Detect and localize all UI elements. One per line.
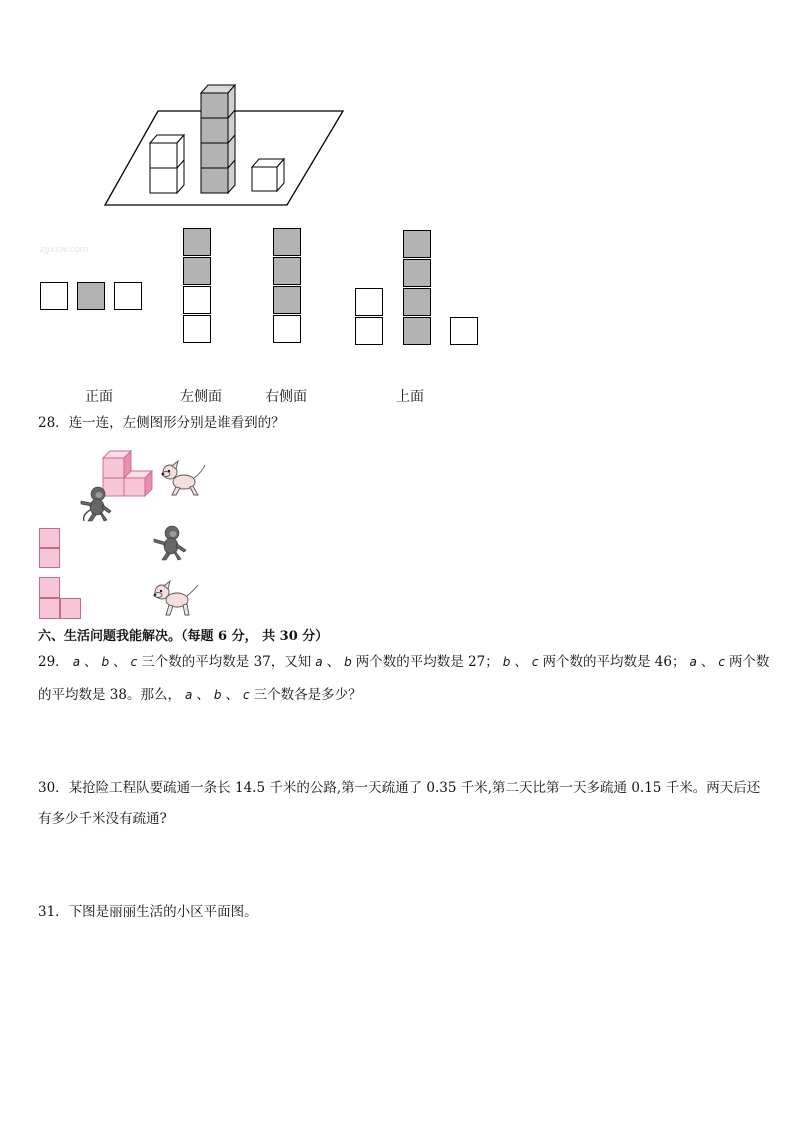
question-text: 某抢险工程队要疏通一条长 14.5 千米的公路,第一天疏通了 0.35 千米,第二天比第一天多疏通 0.15 千米。两天后还 [68, 780, 761, 796]
monkey-icon [150, 524, 190, 562]
separator: 、 [326, 654, 341, 670]
section-6-heading: 六、生活问题我能解决。（每题 6 分， 共 30 分） [38, 629, 329, 644]
var-a: a [184, 688, 193, 702]
var-a: a [72, 655, 81, 669]
text-segment: 两个数的平均数是 27； [355, 654, 499, 670]
label-front-view: 正面 [85, 389, 113, 405]
separator: 、 [514, 654, 528, 670]
text-segment: 两个数 [728, 654, 770, 670]
monkey-icon [78, 485, 114, 523]
question-number: 30． [38, 780, 69, 796]
question-number: 29． [38, 654, 69, 670]
question-29-line-1 [38, 656, 769, 670]
question-31 [38, 906, 258, 920]
text-segment: 三个数各是多少？ [253, 687, 362, 703]
label-top-view: 上面 [396, 389, 424, 405]
label-left-view: 左侧面 [180, 389, 222, 405]
question-30-line-1 [38, 782, 760, 796]
question-28 [38, 417, 285, 431]
question-29-line-2 [38, 689, 362, 703]
var-c: c [718, 655, 725, 669]
question-text: 下图是丽丽生活的小区平面图。 [68, 904, 258, 920]
dog-icon [150, 580, 200, 618]
watermark: zjjxsw.com [40, 245, 89, 255]
separator: 、 [84, 654, 98, 670]
cube-arrangement-figure [100, 80, 350, 210]
question-30-line-2: 有多少千米没有疏通? [38, 811, 167, 827]
separator: 、 [196, 687, 210, 703]
var-b: b [101, 655, 110, 669]
question-number: 31． [38, 904, 69, 920]
var-a: a [315, 655, 323, 669]
separator: 、 [225, 687, 239, 703]
left-cube-stack [150, 135, 184, 193]
var-b: b [344, 655, 352, 669]
separator: 、 [113, 654, 127, 670]
text-segment: 两个数的平均数是 46； [542, 654, 686, 670]
separator: 、 [700, 654, 715, 670]
var-b: b [502, 655, 511, 669]
text-segment: 三个数的平均数是 37，又知 [141, 654, 312, 670]
var-a: a [689, 655, 697, 669]
single-cube [252, 159, 284, 191]
var-c: c [130, 655, 138, 669]
var-c: c [531, 655, 539, 669]
text-segment: 的平均数是 38。那么， [38, 687, 181, 703]
dog-icon [158, 460, 208, 498]
label-right-view: 右侧面 [265, 389, 307, 405]
tall-cube-stack [201, 85, 235, 193]
var-b: b [213, 688, 222, 702]
question-number: 28． [38, 415, 69, 431]
question-text: 连一连，左侧图形分别是谁看到的？ [68, 415, 285, 431]
var-c: c [242, 688, 250, 702]
